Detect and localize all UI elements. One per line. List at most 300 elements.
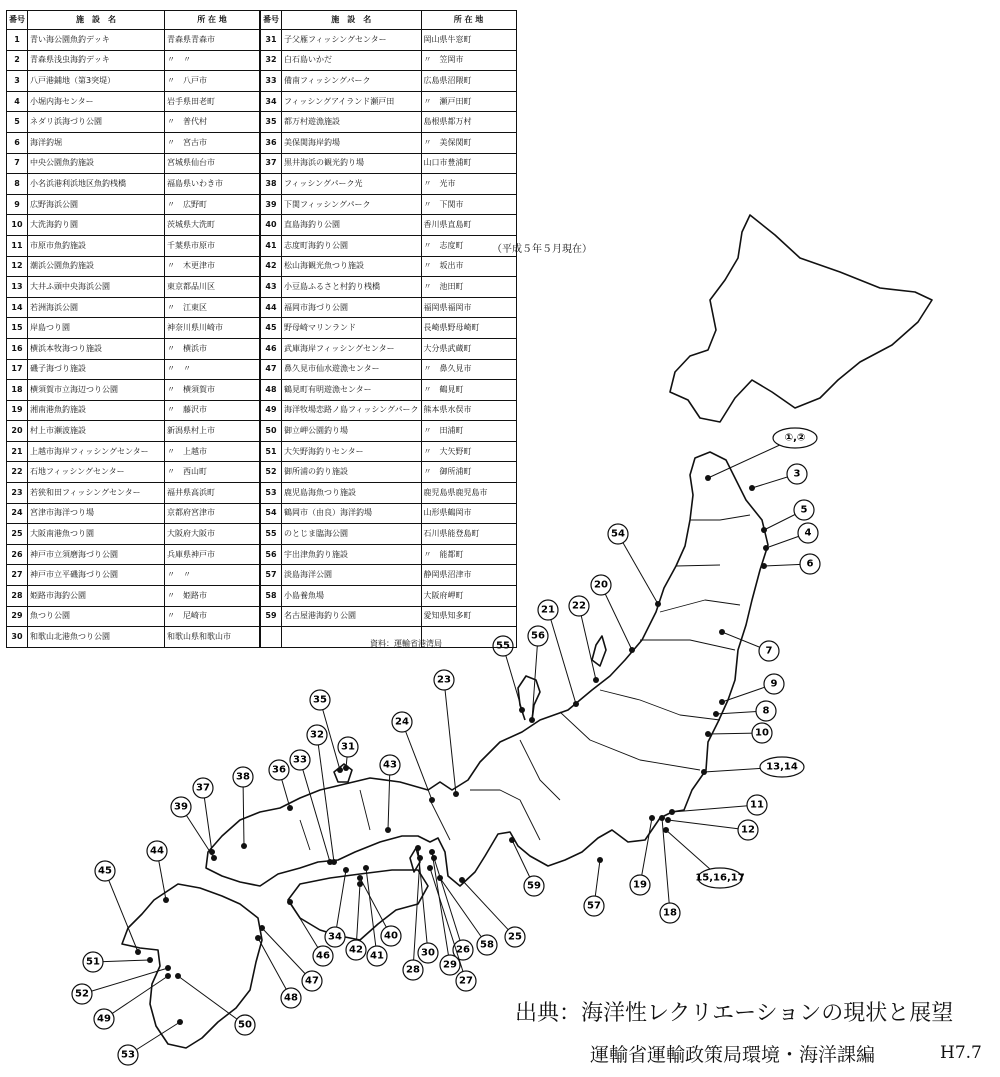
- cell-name: 青い海公園魚釣デッキ: [28, 30, 165, 51]
- cell-location: 大阪府大阪市: [165, 524, 261, 545]
- cell-no: 34: [260, 91, 282, 112]
- cell-no: 40: [260, 215, 282, 236]
- table-row: [7, 71, 517, 92]
- cell-name: 淡島海洋公園: [282, 565, 422, 586]
- cell-no: 29: [7, 606, 28, 627]
- marker-label: 51: [86, 956, 100, 968]
- cell-location: 〃 池田町: [421, 277, 516, 298]
- marker-label: 6: [806, 558, 814, 570]
- cell-name: 横浜本牧海つり施設: [28, 338, 165, 359]
- cell-no: 23: [7, 483, 28, 504]
- table-row: [7, 91, 517, 112]
- cell-name: 湘南港魚釣施設: [28, 400, 165, 421]
- cell-location: 〃 〃: [165, 359, 261, 380]
- marker-label: 5: [800, 504, 808, 516]
- marker-leader-line: [317, 735, 334, 862]
- cell-location: 福井県高浜町: [165, 483, 261, 504]
- cell-location: 岩手県田老町: [165, 91, 261, 112]
- facility-dot: [357, 875, 363, 881]
- cell-name: 名古屋港海釣り公園: [282, 606, 422, 627]
- cell-no: 22: [7, 462, 28, 483]
- cell-no: 16: [7, 338, 28, 359]
- cell-name: 野母崎マリンランド: [282, 318, 422, 339]
- cell-no: 41: [260, 235, 282, 256]
- marker-leader-line: [601, 585, 632, 650]
- cell-location: 新潟県村上市: [165, 421, 261, 442]
- table-row: [7, 132, 517, 153]
- marker-label: 43: [383, 759, 397, 771]
- cell-name: 宇出津魚釣り施設: [282, 544, 422, 565]
- cell-no: 25: [7, 524, 28, 545]
- table-row: [7, 421, 517, 442]
- cell-name: 若狭和田フィッシングセンター: [28, 483, 165, 504]
- table-row: [7, 297, 517, 318]
- table-row: [7, 565, 517, 586]
- cell-location: 山口市豊浦町: [421, 153, 516, 174]
- cell-name: 鹿児島海魚つり施設: [282, 483, 422, 504]
- marker-label: 57: [587, 900, 601, 912]
- cell-location: 〃 〃: [165, 565, 261, 586]
- table-row: [7, 256, 517, 277]
- facility-dot: [165, 973, 171, 979]
- cell-name: 石地フィッシングセンター: [28, 462, 165, 483]
- cell-name: 海洋釣堀: [28, 132, 165, 153]
- cell-name: 大井ふ頭中央海浜公園: [28, 277, 165, 298]
- cell-no: 21: [7, 441, 28, 462]
- cell-name: 和歌山北港魚つり公園: [28, 627, 165, 648]
- cell-name: 若洲海浜公園: [28, 297, 165, 318]
- cell-location: 千葉県市原市: [165, 235, 261, 256]
- marker-leader-line: [300, 760, 330, 862]
- footer-publisher: 運輸省運輸政策局環境・海洋課編: [590, 1044, 876, 1066]
- marker-label: 34: [328, 931, 342, 943]
- cell-location: 静岡県沼津市: [421, 565, 516, 586]
- marker-label: 53: [121, 1049, 135, 1061]
- table-row: [7, 112, 517, 133]
- cell-location: 青森県青森市: [165, 30, 261, 51]
- cell-name: 備南フィッシングパーク: [282, 71, 422, 92]
- cell-location: 〃 能都町: [421, 544, 516, 565]
- cell-name: 白石島いかだ: [282, 50, 422, 71]
- facility-dot: [241, 843, 247, 849]
- cell-no: 8: [7, 174, 28, 195]
- marker-label: 41: [370, 950, 384, 962]
- cell-location: 兵庫県神戸市: [165, 544, 261, 565]
- marker-label: 10: [755, 727, 769, 739]
- cell-location: 長崎県野母崎町: [421, 318, 516, 339]
- facility-dot: [593, 677, 599, 683]
- marker-label: 37: [196, 782, 210, 794]
- facility-dot: [175, 973, 181, 979]
- marker-label: 21: [541, 604, 555, 616]
- cell-name: 下関フィッシングパーク: [282, 194, 422, 215]
- cell-no: 5: [7, 112, 28, 133]
- facility-dot: [629, 647, 635, 653]
- marker-label: 50: [238, 1019, 252, 1031]
- facility-dot: [529, 717, 535, 723]
- sado-island: [592, 636, 606, 666]
- cell-no: 33: [260, 71, 282, 92]
- cell-location: 岡山県牛窓町: [421, 30, 516, 51]
- marker-label: 36: [272, 764, 286, 776]
- cell-name: のとじま臨海公園: [282, 524, 422, 545]
- marker-label: 27: [459, 975, 473, 987]
- marker-label: 56: [531, 630, 545, 642]
- cell-location: 〃 普代村: [165, 112, 261, 133]
- facility-dot: [211, 855, 217, 861]
- cell-name: 大阪南港魚つり園: [28, 524, 165, 545]
- facility-dot: [459, 877, 465, 883]
- oki-islands: [334, 764, 352, 782]
- table-row: [7, 215, 517, 236]
- cell-name: 海洋牧場恋路ノ島フィッシングパーク: [282, 400, 422, 421]
- marker-label: 4: [804, 527, 812, 539]
- cell-name: 市原市魚釣施設: [28, 235, 165, 256]
- cell-location: 石川県能登島町: [421, 524, 516, 545]
- table-row: [7, 50, 517, 71]
- cell-no: 9: [7, 194, 28, 215]
- facility-table: [6, 10, 517, 648]
- marker-label: 45: [98, 865, 112, 877]
- cell-no: 27: [7, 565, 28, 586]
- header-location: 所 在 地: [165, 11, 261, 30]
- cell-name: 武庫海岸フィッシングセンター: [282, 338, 422, 359]
- facility-dot: [259, 925, 265, 931]
- facility-dot: [663, 827, 669, 833]
- facility-dot: [669, 809, 675, 815]
- hokkaido-outline: [670, 215, 932, 422]
- facility-dot: [209, 849, 215, 855]
- marker-leader-line: [548, 610, 576, 704]
- cell-name: 広野海浜公園: [28, 194, 165, 215]
- table-row: [7, 174, 517, 195]
- facility-dot: [331, 859, 337, 865]
- cell-no: 18: [7, 380, 28, 401]
- facility-dot: [509, 837, 515, 843]
- facility-dot: [165, 965, 171, 971]
- cell-no: 46: [260, 338, 282, 359]
- table-row: [7, 483, 517, 504]
- cell-location: 香川県直島町: [421, 215, 516, 236]
- cell-location: 〃 大矢野町: [421, 441, 516, 462]
- cell-no: 38: [260, 174, 282, 195]
- facility-dot: [597, 857, 603, 863]
- cell-name: 上越市海岸フィッシングセンター: [28, 441, 165, 462]
- marker-label: 20: [594, 579, 608, 591]
- cell-no: 7: [7, 153, 28, 174]
- cell-name: 直島海釣り公園: [282, 215, 422, 236]
- cell-name: 横須賀市立海辺つり公園: [28, 380, 165, 401]
- cell-no: 14: [7, 297, 28, 318]
- facility-dot: [287, 899, 293, 905]
- header-name: 施 設 名: [28, 11, 165, 30]
- marker-label: 48: [284, 992, 298, 1004]
- marker-label: 49: [97, 1013, 111, 1025]
- cell-name: フィッシングパーク光: [282, 174, 422, 195]
- cell-location: 〃 下関市: [421, 194, 516, 215]
- cell-name: 子父雁フィッシングセンター: [282, 30, 422, 51]
- cell-location: 〃 江東区: [165, 297, 261, 318]
- facility-dot: [705, 475, 711, 481]
- marker-label: 12: [741, 824, 755, 836]
- cell-no: 35: [260, 112, 282, 133]
- cell-location: 〃 〃: [165, 50, 261, 71]
- facility-dot: [655, 601, 661, 607]
- facility-dot: [415, 845, 421, 851]
- table-row: [7, 524, 517, 545]
- cell-no: 45: [260, 318, 282, 339]
- facility-dot: [665, 817, 671, 823]
- cell-name: 宮津市海洋つり場: [28, 503, 165, 524]
- table-row: [7, 462, 517, 483]
- cell-location: 山形県鶴岡市: [421, 503, 516, 524]
- cell-name: 小豆島ふるさと村釣り桟橋: [282, 277, 422, 298]
- cell-location: 福島県いわき市: [165, 174, 261, 195]
- cell-name: 福岡市海づり公園: [282, 297, 422, 318]
- marker-label: 33: [293, 754, 307, 766]
- table-row: [7, 318, 517, 339]
- cell-location: 京都府宮津市: [165, 503, 261, 524]
- marker-label: 40: [384, 930, 398, 942]
- footer-date: H7.7: [940, 1043, 982, 1063]
- facility-dot: [761, 527, 767, 533]
- facility-dot: [573, 701, 579, 707]
- cell-no: 50: [260, 421, 282, 442]
- cell-location: 〃 宮古市: [165, 132, 261, 153]
- table-row: [7, 235, 517, 256]
- marker-label: 59: [527, 880, 541, 892]
- cell-location: 宮城県仙台市: [165, 153, 261, 174]
- cell-name: 村上市瀬波施設: [28, 421, 165, 442]
- cell-location: 鹿児島県鹿児島市: [421, 483, 516, 504]
- cell-name: 黒井海浜の観光釣り場: [282, 153, 422, 174]
- facility-dot: [147, 957, 153, 963]
- cell-location: 〃 美保関町: [421, 132, 516, 153]
- facility-dot: [343, 765, 349, 771]
- facility-dot: [255, 935, 261, 941]
- facility-dot: [519, 707, 525, 713]
- marker-label: 42: [349, 944, 363, 956]
- cell-location: 〃 横須賀市: [165, 380, 261, 401]
- cell-name: 御立岬公園釣り場: [282, 421, 422, 442]
- marker-label: 58: [480, 939, 494, 951]
- cell-location: 〃 尼崎市: [165, 606, 261, 627]
- cell-location: 東京都品川区: [165, 277, 261, 298]
- cell-location: 〃 横浜市: [165, 338, 261, 359]
- cell-location: 愛知県知多町: [421, 606, 516, 627]
- cell-no: 3: [7, 71, 28, 92]
- cell-no: 56: [260, 544, 282, 565]
- cell-location: 〃 西山町: [165, 462, 261, 483]
- cell-no: 59: [260, 606, 282, 627]
- cell-no: 58: [260, 586, 282, 607]
- cell-name: 青森県浅虫海釣デッキ: [28, 50, 165, 71]
- marker-leader-line: [178, 976, 245, 1025]
- marker-label: 54: [611, 528, 625, 540]
- marker-leader-line: [462, 880, 515, 937]
- marker-leader-line: [579, 606, 596, 680]
- cell-name: 鶴岡市（由良）海洋釣場: [282, 503, 422, 524]
- cell-no: 4: [7, 91, 28, 112]
- marker-label: 31: [341, 741, 355, 753]
- marker-leader-line: [668, 820, 748, 830]
- cell-no: 42: [260, 256, 282, 277]
- facility-dot: [659, 815, 665, 821]
- marker-label: 46: [316, 950, 330, 962]
- cell-no: 30: [7, 627, 28, 648]
- facility-dot: [649, 815, 655, 821]
- cell-no: 17: [7, 359, 28, 380]
- cell-name: 姫路市海釣公園: [28, 586, 165, 607]
- table-row: [7, 380, 517, 401]
- cell-no: 24: [7, 503, 28, 524]
- cell-no: 11: [7, 235, 28, 256]
- cell-no: 47: [260, 359, 282, 380]
- cell-no: 15: [7, 318, 28, 339]
- marker-label: 22: [572, 600, 586, 612]
- cell-location: 〃 上越市: [165, 441, 261, 462]
- cell-no: 28: [7, 586, 28, 607]
- facility-dot: [343, 867, 349, 873]
- facility-dot: [431, 855, 437, 861]
- marker-label: 52: [75, 988, 89, 1000]
- facility-dot: [713, 711, 719, 717]
- shikoku-outline: [288, 870, 428, 940]
- cell-no: 1: [7, 30, 28, 51]
- cell-location: 〃 鼻久見市: [421, 359, 516, 380]
- cell-no: 48: [260, 380, 282, 401]
- marker-label: 23: [437, 674, 451, 686]
- marker-label: 29: [443, 959, 457, 971]
- facility-dot: [427, 865, 433, 871]
- table-row: [7, 359, 517, 380]
- table-row: [7, 30, 517, 51]
- cell-no: 26: [7, 544, 28, 565]
- cell-name: ネダリ浜海づり公園: [28, 112, 165, 133]
- cell-location: 〃 坂出市: [421, 256, 516, 277]
- marker-label: 13,14: [766, 761, 798, 773]
- header-no: 番号: [260, 11, 282, 30]
- marker-label: 44: [150, 845, 164, 857]
- facility-dot: [763, 545, 769, 551]
- cell-location: 〃 笠岡市: [421, 50, 516, 71]
- marker-label: 8: [762, 705, 770, 717]
- cell-location: 福岡県福岡市: [421, 297, 516, 318]
- facility-dot: [337, 767, 343, 773]
- cell-no: 43: [260, 277, 282, 298]
- cell-no: [260, 627, 282, 648]
- marker-label: 26: [456, 944, 470, 956]
- marker-label: 25: [508, 931, 522, 943]
- as-of-note: （平成５年５月現在）: [492, 244, 592, 255]
- facility-dot: [705, 731, 711, 737]
- marker-label: 32: [310, 729, 324, 741]
- facility-dot: [363, 865, 369, 871]
- cell-name: フィッシングアイランド瀬戸田: [282, 91, 422, 112]
- cell-no: 2: [7, 50, 28, 71]
- header-location: 所 在 地: [421, 11, 516, 30]
- noto-peninsula: [518, 676, 540, 720]
- facility-dot: [701, 769, 707, 775]
- cell-no: 36: [260, 132, 282, 153]
- cell-no: 53: [260, 483, 282, 504]
- cell-location: 広島県沼隈町: [421, 71, 516, 92]
- cell-location: 〃 藤沢市: [165, 400, 261, 421]
- cell-location: 茨城県大洗町: [165, 215, 261, 236]
- cell-name: 小堀内海センター: [28, 91, 165, 112]
- cell-location: 〃 木更津市: [165, 256, 261, 277]
- marker-label: 19: [633, 879, 647, 891]
- cell-location: 〃 広野町: [165, 194, 261, 215]
- facility-dot: [385, 827, 391, 833]
- cell-name: 岸島つり園: [28, 318, 165, 339]
- cell-no: 49: [260, 400, 282, 421]
- cell-no: 12: [7, 256, 28, 277]
- cell-name: 中央公園魚釣施設: [28, 153, 165, 174]
- cell-no: 37: [260, 153, 282, 174]
- marker-label: 9: [770, 678, 778, 690]
- footer-source-title: 出典：海洋性レクリエーションの現状と展望: [515, 1001, 954, 1026]
- cell-no: 32: [260, 50, 282, 71]
- cell-name: 磯子海づり施設: [28, 359, 165, 380]
- cell-no: 39: [260, 194, 282, 215]
- cell-no: 20: [7, 421, 28, 442]
- source-note: 資料：運輸省港湾局: [370, 639, 442, 648]
- marker-leader-line: [440, 878, 487, 945]
- cell-location: 〃 鶴見町: [421, 380, 516, 401]
- table-row: [7, 400, 517, 421]
- marker-label: 11: [750, 799, 764, 811]
- marker-label: ①,②: [784, 432, 806, 444]
- facility-dot: [719, 629, 725, 635]
- facility-dot: [357, 881, 363, 887]
- marker-label: 39: [174, 801, 188, 813]
- cell-name: 大洗海釣り園: [28, 215, 165, 236]
- cell-name: 志度町海釣り公園: [282, 235, 422, 256]
- marker-label: 18: [663, 907, 677, 919]
- cell-location: 〃 光市: [421, 174, 516, 195]
- cell-name: 松山海観光魚つり施設: [282, 256, 422, 277]
- cell-no: 51: [260, 441, 282, 462]
- table-row: [7, 277, 517, 298]
- cell-no: 54: [260, 503, 282, 524]
- cell-name: 大矢野海釣りセンター: [282, 441, 422, 462]
- facility-dot: [719, 699, 725, 705]
- facility-dot: [453, 791, 459, 797]
- marker-label: 28: [406, 964, 420, 976]
- cell-location: 〃 御所浦町: [421, 462, 516, 483]
- cell-no: 19: [7, 400, 28, 421]
- cell-name: 御所浦の釣り施設: [282, 462, 422, 483]
- table-row: [7, 153, 517, 174]
- facility-dot: [177, 1019, 183, 1025]
- marker-label: 47: [305, 975, 319, 987]
- table-row: [7, 338, 517, 359]
- marker-label: 15,16,17: [695, 872, 745, 884]
- header-no: 番号: [7, 11, 28, 30]
- cell-no: 55: [260, 524, 282, 545]
- table-row: [7, 503, 517, 524]
- cell-no: 44: [260, 297, 282, 318]
- cell-name: 小名浜港利浜地区魚釣桟橋: [28, 174, 165, 195]
- cell-no: 57: [260, 565, 282, 586]
- facility-dot: [287, 805, 293, 811]
- marker-leader-line: [618, 534, 658, 604]
- cell-location: 熊本県水俣市: [421, 400, 516, 421]
- cell-no: 31: [260, 30, 282, 51]
- cell-location: 大阪府岬町: [421, 586, 516, 607]
- cell-location: 大分県武蔵町: [421, 338, 516, 359]
